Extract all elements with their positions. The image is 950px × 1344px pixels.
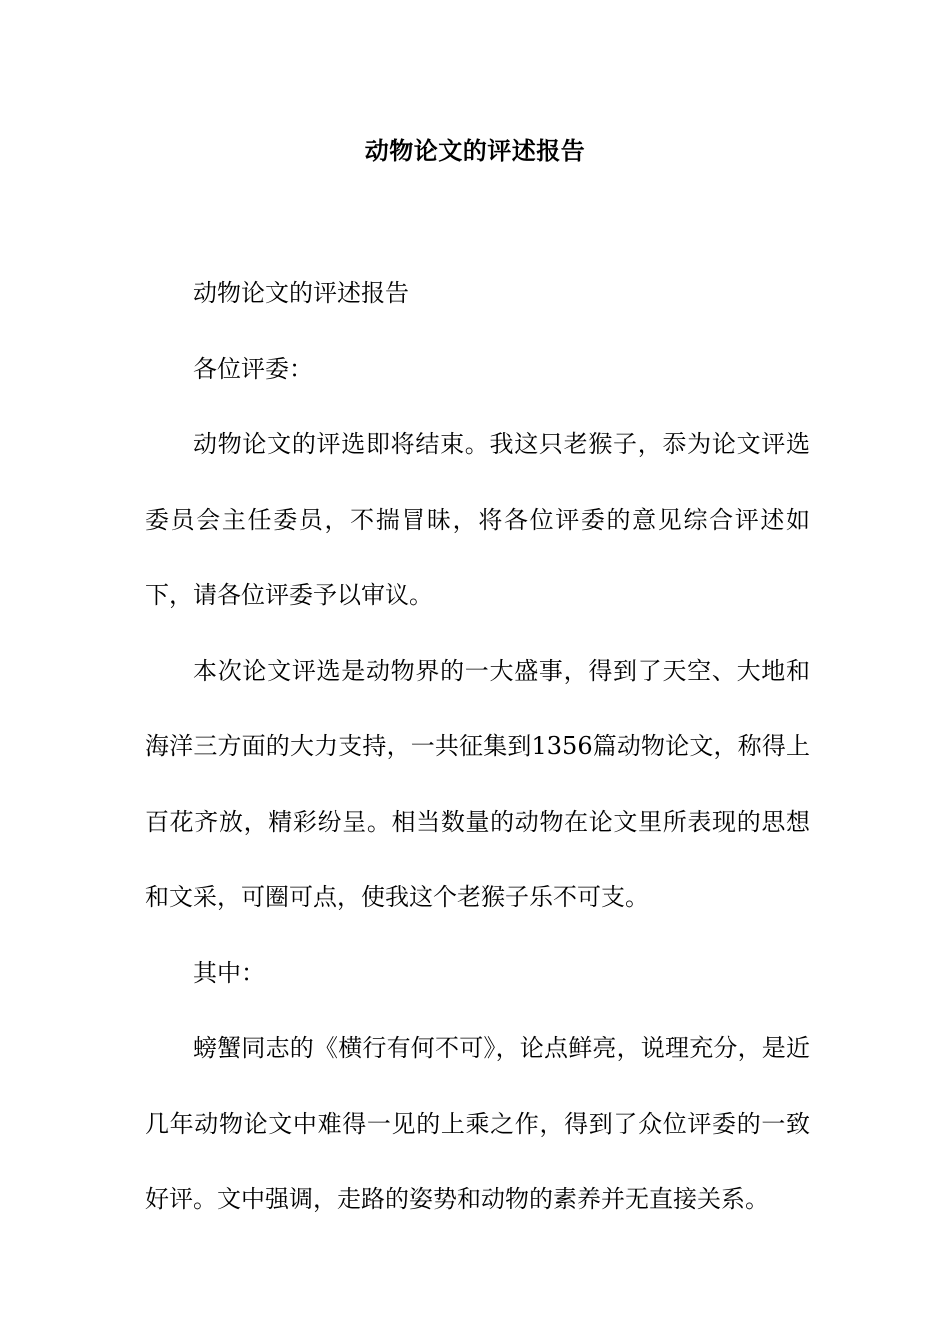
paragraph-salutation: 各位评委： <box>193 354 313 383</box>
paragraph-overview: 本次论文评选是动物界的一大盛事，得到了天空、大地和海洋三方面的大力支持，一共征集到1356篇动物论文，称得上百花齐放，精彩纷呈。相当数量的动物在论文里所表现的思想和文采，可圈可点，使我这个老猴子乐不可支。 <box>145 656 810 911</box>
paragraph-among: 其中： <box>193 958 265 987</box>
paragraph-crab: 螃蟹同志的《横行有何不可》，论点鲜亮，说理充分，是近几年动物论文中难得一见的上乘之作，得到了众位评委的一致好评。文中强调，走路的姿势和动物的素养并无直接关系。 <box>145 1034 810 1213</box>
document-title: 动物论文的评述报告 <box>364 136 586 165</box>
paragraph-intro: 动物论文的评选即将结束。我这只老猴子，忝为论文评选委员会主任委员，不揣冒昧，将各位评委的意见综合评述如下，请各位评委予以审议。 <box>145 430 810 609</box>
document-body <box>145 256 810 1238</box>
paragraph-heading: 动物论文的评述报告 <box>193 279 409 307</box>
